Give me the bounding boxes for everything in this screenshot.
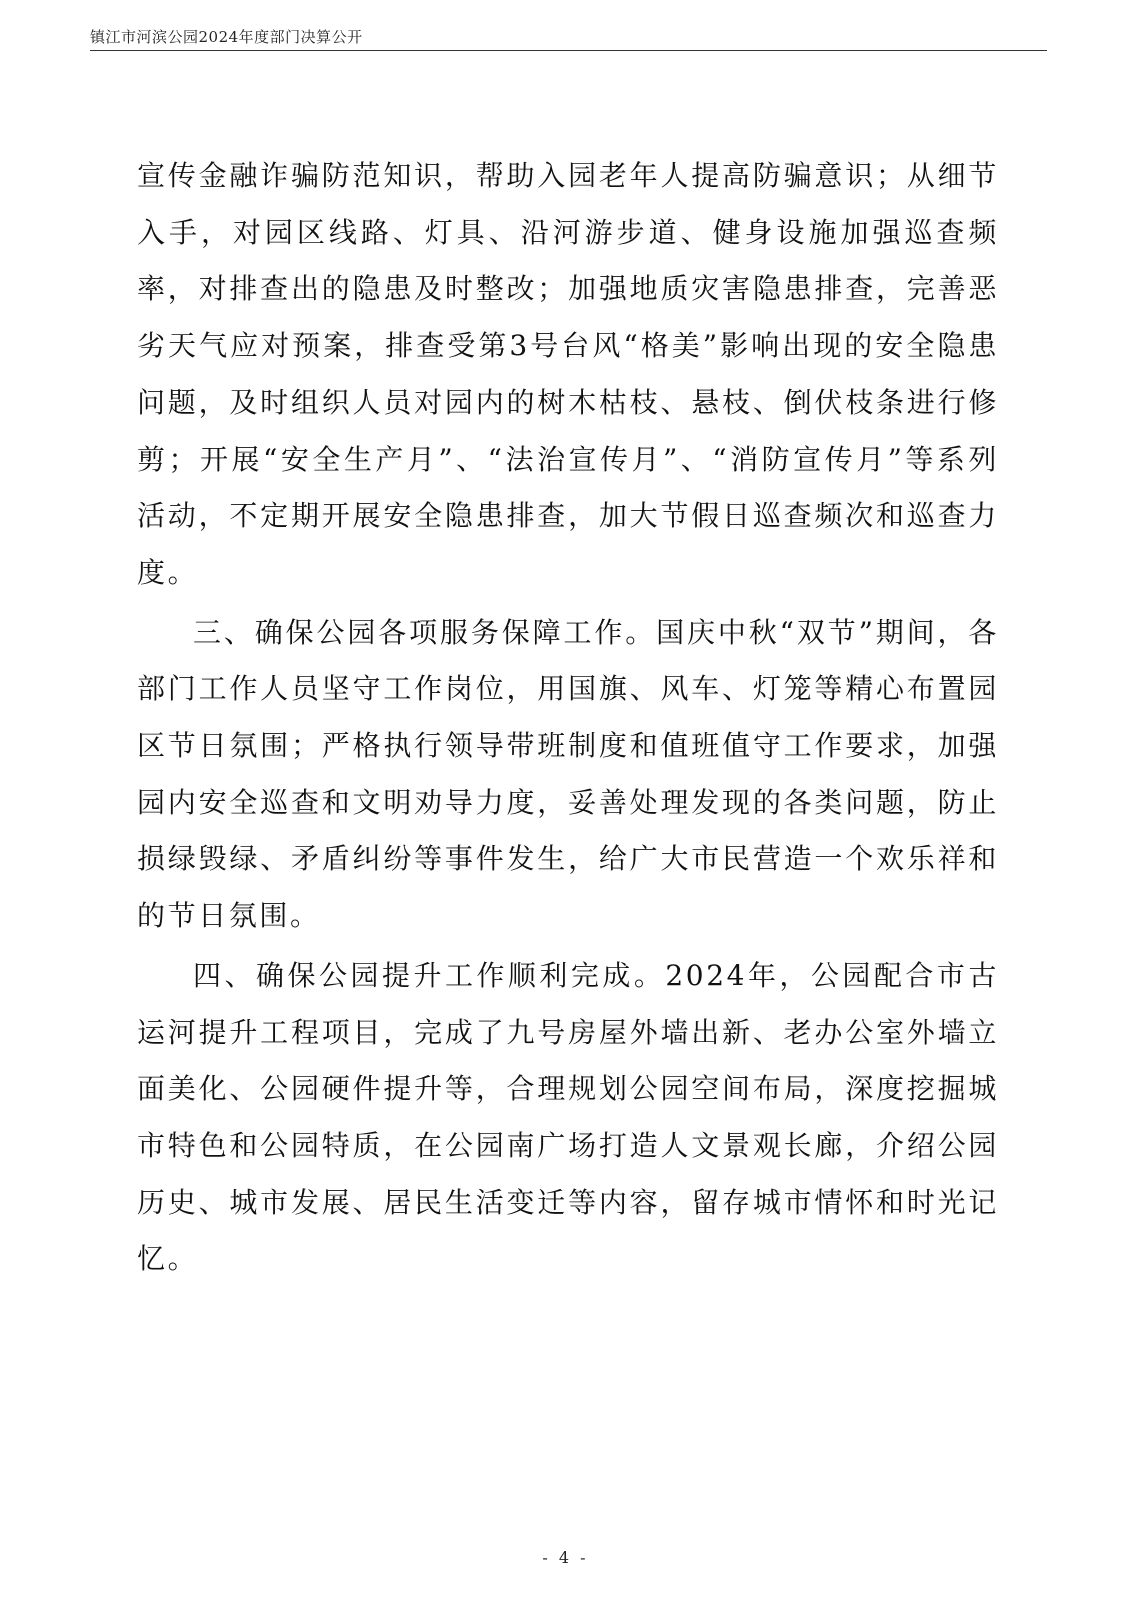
paragraph-continued: 宣传金融诈骗防范知识，帮助入园老年人提高防骗意识；从细节入手，对园区线路、灯具、沿河游步道、健身设施加强巡查频率，对排查出的隐患及时整改；加强地质灾害隐患排查，完善恶劣天气应对预案，排查受第3号台风“格美”影响出现的安全隐患问题，及时组织人员对园内的树木枯枝、悬枝、倒伏枝条进行修剪；开展“安全生产月”、“法治宣传月”、“消防宣传月”等系列活动，不定期开展安全隐患排查，加大节假日巡查频次和巡查力度。 — [137, 159, 999, 589]
page-number: - 4 - — [542, 1548, 589, 1567]
document-header-title: 镇江市河滨公园2024年度部门决算公开 — [90, 28, 363, 46]
paragraph-section-3: 三、确保公园各项服务保障工作。国庆中秋“双节”期间，各部门工作人员坚守工作岗位，用国旗、风车、灯笼等精心布置园区节日氛围；严格执行领导带班制度和值班值守工作要求，加强园内安全巡查和文明劝导力度，妥善处理发现的各类问题，防止损绿毁绿、矛盾纠纷等事件发生，给广大市民营造一个欢乐祥和的节日氛围。 — [137, 615, 999, 933]
paragraph-section-4: 四、确保公园提升工作顺利完成。2024年，公园配合市古运河提升工程项目，完成了九号房屋外墙出新、老办公室外墙立面美化、公园硬件提升等，合理规划公园空间布局，深度挖掘城市特色和公园特质，在公园南广场打造人文景观长廊，介绍公园历史、城市发展、居民生活变迁等内容，留存城市情怀和时光记忆。 — [137, 958, 999, 1276]
document-body — [137, 148, 999, 1288]
header-divider — [90, 50, 1047, 51]
